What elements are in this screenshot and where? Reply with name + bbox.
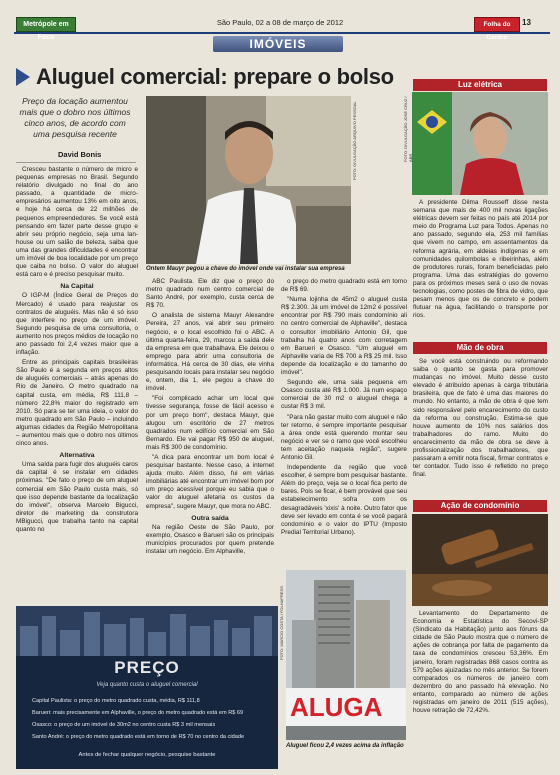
price-row: Osasco: o preço de um imóvel de 30m2 no centro custa R$ 3 mil mensais [32,722,216,728]
sidebar-paragraph: A presidente Dilma Rousseff disse nesta semana que mais de 400 mil novas ligações elétricas devem ser feitas no país até 2014 por meio do Programa Luz para Todos. Apenas no ano passado, segundo ela, 253 mil famílias que vivem no campo, em assentamentos da reforma agrária, em aldeias indígenas e em comunidades quilombolas e ribeirinhas, além de produtores rurais, foram beneficiadas pelo programa. Uma das estratégias do governo para os próximos meses será o uso de novas tecnologias, como postes de fibra de vidro, que pesam menos que os de concreto e podem flutuar na água, facilitando o transporte por rios. [413,199,548,320]
subheading-outra-saida: Outra saída [191,514,229,522]
city-photo-credit: FOTO: MÁRCIO COSTA / FOLHAPRESS [279,586,284,660]
price-box-title: PREÇO [114,658,180,677]
price-row: Capital Paulista: o preço do metro quadrado custa, média, R$ 111,8 [32,698,200,704]
price-row: Barueri: mais precisamente em Alphaville, o preço do metro quadrado está em R$ 69 [32,710,244,716]
sidebar-paragraph: Levantamento do Departamento de Economia e Estatística do Secovi-SP (Sindicato da Habitação) junto aos fóruns da cidade de São Paulo mostra que o número de ações de cobrança por falta de pagamento da taxa de condomínios cresceu 53,36%. Em janeiro, foram registradas 868 casos contra as 579 ações ajuizadas no mês anterior. Se forem comparados os números de janeiro com dezembro do ano passado há elevação. No entanto, comparado ao número de ações registradas em janeiro de 2011 (515 ações), houve retração de 72,42%. [413,610,548,715]
article-paragraph: "Foi complicado achar um local que tivesse segurança, fosse de fácil acesso e por um preço bom", destaca Mauyr, que alugou um escritório de 27 metros quadrados num edifício comercial em São Bernardo. Ele vai pagar R$ 950 de aluguel, mais R$ 300 de condomínio. [146,395,274,451]
subheading-alternativa: Alternativa [59,452,95,460]
article-paragraph: o preço do metro quadrado está em torno de R$ 69. [281,278,407,294]
byline: David Bonis [58,150,102,159]
headline-arrow-icon [16,68,30,86]
article-paragraph: Entre as principais capitais brasileiras São Paulo é a segunda em preços altos de aluguéis comerciais – atrás apenas do Rio de Janeiro. O metro quadrado na capital custa, em média, R$ 111,8 – número 22,8% maior do registrado em 2010. Só para se ter uma ideia, o valor do metro quadrado em São Paulo – incluindo algumas cidades da Região Metropolitana – aumentou mais que o dobro nos últimos cinco anos. [16,359,138,448]
article-paragraph: O IGP-M (Índice Geral de Preços do Mercado) é usado para reajustar os contratos de aluguéis. Mas não é só isso que interfere no preço de um imóvel. Segundo pesquisa de uma consultoria, o aumento nos preços médios de locação no ano passado foi 2,4 vezes maior que a inflação. [16,292,138,357]
luz-eletrica-text [413,199,548,331]
sister-paper-logo: Folha do Centro [474,17,520,32]
photo-caption: Ontem Mauyr pegou a chave do imóvel onde vai instalar sua empresa [146,266,345,272]
photo-city-buildings [286,570,406,740]
article-paragraph: Na região Oeste de São Paulo, por exemplo, Osasco e Barueri são os principais municípios procurados por quem pretende instalar um negócio. Em Alphaville, [146,523,274,555]
byline-divider [16,162,136,163]
article-paragraph: Segundo ele, uma sala pequena em Osasco custa até R$ 1.000. Já num espaço comercial de 30 m2 o aluguel chega a custar R$ 3 mil. [281,379,407,411]
acao-condominio-text [413,610,548,750]
section-banner: IMÓVEIS [213,36,343,52]
svg-text:ALUGA: ALUGA [290,692,383,722]
photo-credit: FOTO: DIVULGAÇÃO ARQUIVO PESSOAL [352,101,357,180]
subheading-capital: Na Capital [60,283,94,291]
entrepreneur-photo-illustration [146,96,351,264]
sidebar-paragraph: Se você está construindo ou reformando saiba o quanto se gasta para promover mudanças no imóvel. Muito desse custo elevado é atribuído apenas à carga tributária brasileira, que de fato é uma das maiores do mundo. No entanto, a mão de obra é que tem sido responsável pelo encarecimento do custo da reforma ou construção. Estima-se que houve aumento de 10% nos salários dos trabalhadores do ramo. Muito do encarecimento da mão de obra se deve à profissionalização dos trabalhadores, que passaram a emitir nota fiscal, firmar contratos e ter contador. Tudo isso é refletido no preço final. [413,358,548,479]
newspaper-logo: Metrópole em Foco [16,17,76,32]
photo-gavel [412,514,548,606]
article-paragraph: "A dica para encontrar um bom local é pesquisar bastante. Nesse caso, a internet ajuda muito. Além disso, fui em várias imobiliárias até encontrar um imóvel bom por um preço acessível porque eu sabia que o valor do aluguel afetaria os custos da empresa", sugere Mauyr, que mora no ABC. [146,453,274,510]
page-title: Aluguel comercial: prepare o bolso [36,64,394,89]
article-paragraph: ABC Paulista. Ele diz que o preço do metro quadrado num centro comercial de Santo André, por exemplo, custa cerca de R$ 70. [146,278,274,310]
article-paragraph: Uma saída para fugir dos aluguéis caros da capital é se instalar em cidades próximas. "De fato o preço de um aluguel comercial em São Paulo custa mais, só que isso depende bastante da localização do imóvel", observa Marcelo Bigucci, diretor de marketing da construtora MBigucci, que trabalha tanto na capital quanto no [16,461,138,534]
article-paragraph: O analista de sistema Mauyr Alexandre Pereira, 27 anos, vai abrir seu primeiro negócio, e o local escolhido foi o ABC. A última quarta-feira, 29, marcou a saída dele da empresa em que trabalhava. Ele deixou o emprego para abrir uma consultoria de informática. Há cerca de 30 dias, ele vinha pesquisando locais para instalar seu negócio e, ontem, dia 1, ele pegou a chave do imóvel. [146,312,274,393]
photo-dilma [412,92,548,195]
luz-eletrica-title: Luz elétrica [413,79,547,91]
subheadline: Preço da locação aumentou mais que o dobro nos últimos cinco anos, de acordo com uma pesquisa recente [19,96,131,139]
article-column-2 [146,278,274,602]
price-info-box [16,606,278,769]
city-photo-caption: Aluguel ficou 2,4 vezes acima da inflação [286,743,404,749]
article-column-1 [16,166,138,606]
dilma-photo-illustration [412,92,548,195]
price-row: Santo André: o preço do metro quadrado está em torno de R$ 70 no centro da cidade [32,734,245,740]
page-number: 13 [522,18,531,27]
acao-condominio-title: Ação de condomínio [413,500,547,512]
price-box-subtitle: Veja quanto custa o aluguel comercial [96,682,198,688]
article-paragraph: Independente da região que você escolher, é sempre bom pesquisar bastante. Além do preço, veja se o local fica perto de bares. Pois se ficar, é bem provável que seu estabelecimento sofra com os desagradáveis 'xixis' à noite. Outro fator que deve ser levado em conta é se você pagará condomínio e o valor do IPTU (Imposto Predial Territorial Urbano). [281,464,407,536]
skyline-illustration [16,606,278,656]
dateline: São Paulo, 02 a 08 de março de 2012 [216,18,344,27]
mao-de-obra-text [413,358,548,500]
article-paragraph: "Para não gastar muito com aluguel e não ter retorno, é sempre importante pesquisar a área onde está querendo montar seu negócio e ver se o ramo que você escolheu tem aceitação naquela região", sugere Antonio Gil. [281,413,407,461]
header-rule [14,32,550,34]
city-photo-illustration [286,570,406,740]
article-paragraph: "Numa lojinha de 45m2 o aluguel custa R$ 2.300. Já um imóvel de 12m2 é possível encontrar por R$ 790 mais condomínio ali no centro comercial de Alphaville", destaca o consultor imobiliário Antonio Gil, que trabalha há quatro anos com corretagem em Barueri e Osasco. "Um aluguel em Alphaville varia de R$ 700 a R$ 25 mil. Isso depende da localização e do tamanho do imóvel". [281,296,407,377]
mao-de-obra-title: Mão de obra [413,342,547,354]
photo-entrepreneur [146,96,351,264]
dilma-photo-credit: FOTO: DIVULGAÇÃO JOSÉ CRUZ / ABR [403,96,413,162]
article-paragraph: Cresceu bastante o número de micro e pequenas empresas no Brasil. Segundo relatório divulgado no final do ano passado, a quantidade de micro-empresários aumentou 13% em oito anos, e hoje há cerca de 22 milhões de pequenos empreendedores. Se você está pensando em fazer parte desse grupo e abrir seu próprio negócio, seja uma lan-house ou um salão de beleza, saiba que uma das grandes dificuldades é encontrar um imóvel de boa localidade por um preço que caiba no bolso. O valor do aluguel está caro e é preciso pesquisar muito. [16,166,138,279]
article-column-3 [281,278,407,568]
gavel-photo-illustration [412,514,548,606]
price-box-footer: Antes de fechar qualquer negócio, pesquise bastante [78,752,216,758]
